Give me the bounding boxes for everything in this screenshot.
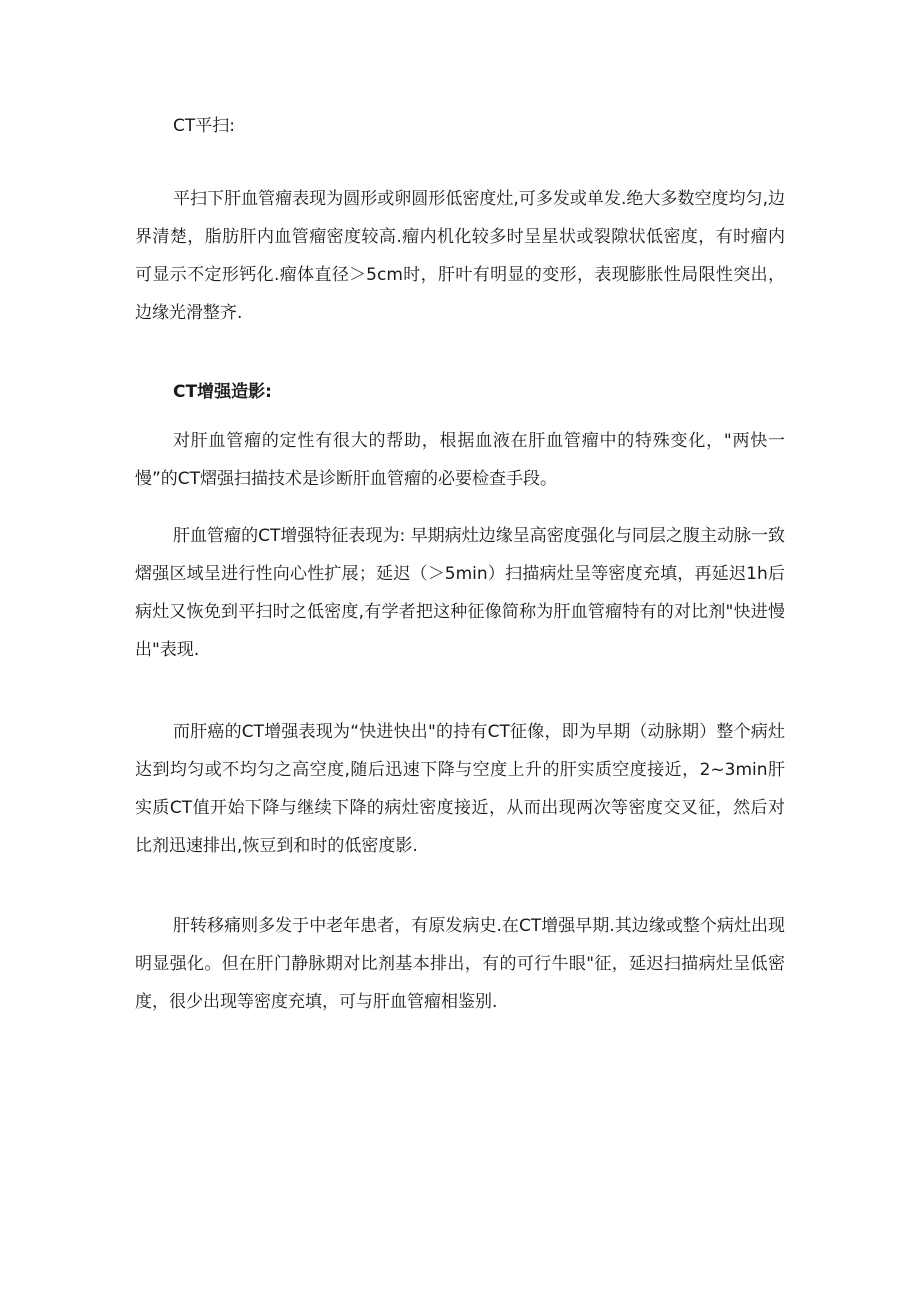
paragraph-hemangioma-enhancement: 肝血管瘤的CT增强特征表现为: 早期病灶边缘呈高密度强化与同层之腹主动脉一致熠强区域呈进行性向心性扩展；延迟（＞5min）扫描病灶呈等密度充填，再延迟1h后病灶又恢免到平扫时之低密度,有学者把这种征像简称为肝血管瘤特有的对比剂"快进慢出"表现. [135,526,785,660]
paragraph-liver-metastasis: 肝转移痛则多发于中老年患者，有原发病史.在CT增强早期.其边缘或整个病灶出现明显强化。但在肝门静脉期对比剂基本排出，有的可行牛眼"征，延迟扫描病灶呈低密度，很少出现等密度充填，可与肝血管瘤相鉴别. [135,916,785,1012]
heading-ct-contrast-enhanced: CT增强造影: [173,382,272,402]
paragraph-liver-cancer-enhancement: 而肝癌的CT增强表现为“快进快出"的持有CT征像，即为早期（动脉期）整个病灶达到均匀或不均匀之高空度,随后迅速下降与空度上升的肝实质空度接近，2~3min肝实质CT值开始下降与继续下降的病灶密度接近，从而出现两次等密度交叉征，然后对比剂迅速排出,恢豆到和时的低密度影. [135,722,785,856]
paragraph-plain-scan-findings: 平扫下肝血管瘤表现为圆形或卵圆形低密度灶,可多发或单发.绝大多数空度均匀,边界清楚，脂肪肝内血管瘤密度较高.瘤内机化较多时呈星状或裂隙状低密度，有时瘤内可显示不定形钙化.瘤体直径＞5cm时，肝叶有明显的变形，表现膨胀性局限性突出，边缘光滑整齐. [135,189,785,323]
paragraph-enhanced-scan-value: 对肝血管瘤的定性有很大的帮助，根据血液在肝血管瘤中的特殊变化，"两快一慢”的CT熠强扫描技术是诊断肝血管瘤的必要检查手段。 [135,431,785,489]
heading-ct-plain-scan: CT平扫: [173,116,235,136]
